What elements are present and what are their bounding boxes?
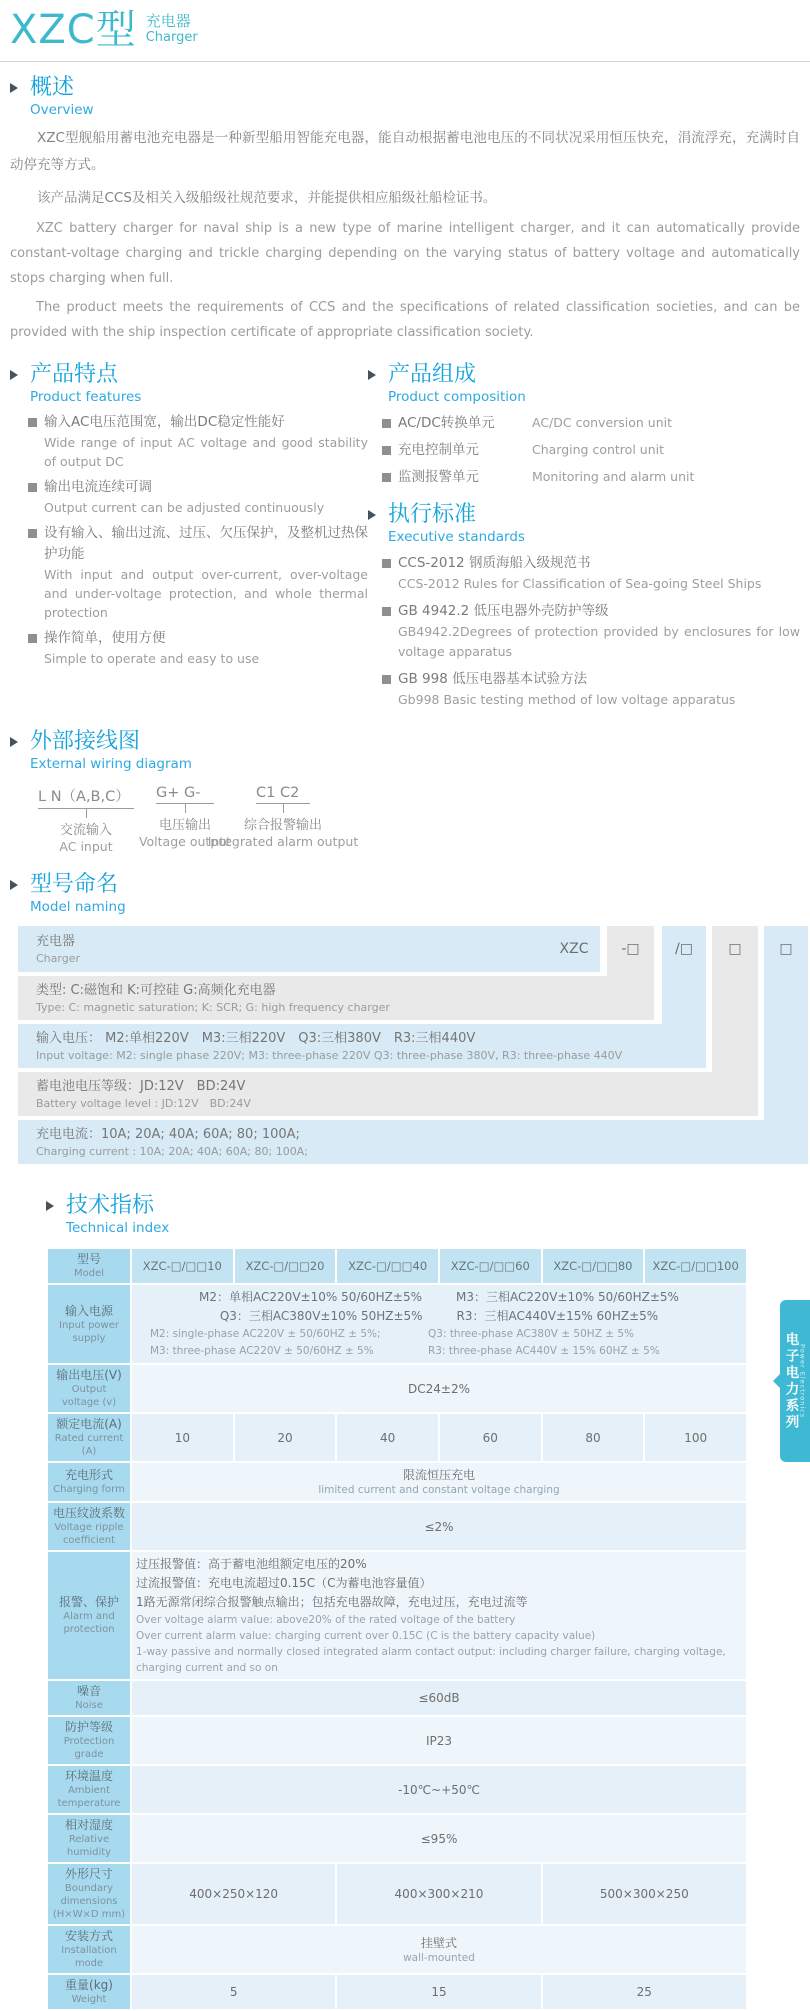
bullet-square-icon [28, 529, 37, 538]
table-row-protection-grade [48, 1717, 746, 1764]
section-overview [10, 74, 810, 345]
section-product-features [10, 361, 368, 710]
noise-value: ≤60dB [132, 1681, 746, 1715]
feature-cn: 设有输入、输出过流、过压、欠压保护，及整机过热保护功能 [44, 525, 368, 562]
table-row-rated-current [48, 1414, 746, 1461]
table-row-weight [48, 1975, 746, 2009]
rated-current-value: 80 [543, 1414, 644, 1461]
feature-cn: 操作简单，使用方便 [44, 630, 166, 646]
terminal-tick [86, 809, 87, 818]
terminal-label-en: Integrated alarm output [207, 834, 359, 849]
standard-cn: CCS-2012 钢质海船入级规范书 [398, 555, 591, 571]
naming-row-cn: 蓄电池电压等级：JD:12V BD:24V [36, 1078, 246, 1094]
rated-current-value: 60 [440, 1414, 541, 1461]
weight-value: 15 [337, 1975, 540, 2009]
table-row-input-power [48, 1285, 746, 1363]
naming-title-cn: 型号命名 [30, 872, 119, 897]
model-column-header: XZC-□/□□80 [543, 1249, 644, 1283]
terminal-group-alarm-output [207, 785, 359, 855]
rated-current-value: 10 [132, 1414, 233, 1461]
overview-title-cn: 概述 [30, 75, 75, 100]
naming-row-cn: 类型: C:磁饱和 K:可控硅 G:高频化充电器 [36, 982, 276, 998]
naming-row-en: Input voltage: M2: single phase 220V; M3: three-phase 220V Q3: three-phase 380V, R3: three-phase 440V [36, 1048, 623, 1062]
composition-item [382, 440, 810, 460]
series-tab-label-en: Power Electronics [798, 1343, 807, 1419]
model-column-header: XZC-□/□□20 [235, 1249, 336, 1283]
header-divider [0, 61, 810, 62]
terminal-label-cn: 交流输入 [59, 823, 112, 838]
product-code-title: XZC型 [10, 7, 137, 53]
model-column-header: XZC-□/□□60 [440, 1249, 541, 1283]
relative-humidity-value: ≤95% [132, 1815, 746, 1862]
standard-item [382, 601, 810, 662]
feature-item [28, 412, 368, 471]
section-executive-standards [368, 501, 810, 710]
section-marker-icon [10, 370, 18, 380]
section-marker-icon [368, 510, 376, 520]
standard-item [382, 553, 810, 594]
model-column-header: XZC-□/□□10 [132, 1249, 233, 1283]
charging-form-value: 限流恒压充电 limited current and constant voltage charging [132, 1463, 746, 1501]
naming-title-en: Model naming [30, 899, 126, 915]
table-row-ambient-temperature [48, 1766, 746, 1813]
terminal-group-ac-input [38, 785, 134, 855]
wiring-title-cn: 外部接线图 [30, 729, 141, 754]
input-power-value: M2：单相AC220V±10% 50/60HZ±5% M3：三相AC220V±10% 50/60HZ±5% Q3：三相AC380V±10% 50HZ±5% R3：三相AC440V±15% 60HZ±5% M2: single-phase AC220V ± 50/60HZ ± 5%; Q3: three-phase AC380V ± 50HZ ± 5% M3: three-phase AC220V ± 50/60HZ ± 5% R3: three-phase AC440V ± 15% 60HZ ± 5% [132, 1285, 746, 1363]
feature-en: With input and output over-current, over-voltage and under-voltage protection, and whole thermal protection [44, 567, 368, 620]
row-label: 报警、保护 Alarm and protection [48, 1552, 130, 1679]
terminal-code: C1 C2 [256, 785, 310, 804]
composition-title-en: Product composition [388, 389, 526, 405]
model-column-header: XZC-□/□□40 [337, 1249, 438, 1283]
naming-row-en: Type: C: magnetic saturation; K: SCR; G: high frequency charger [36, 1000, 390, 1014]
row-label: 环境温度 Ambient temperature [48, 1766, 130, 1813]
naming-code-slot: /□ [675, 941, 693, 957]
model-column-header: XZC-□/□□100 [645, 1249, 746, 1283]
naming-code-slot: □ [728, 941, 742, 957]
weight-value: 25 [543, 1975, 746, 2009]
page-header [0, 0, 810, 56]
features-title-en: Product features [30, 389, 142, 405]
composition-item [382, 467, 810, 487]
row-label: 充电形式 Charging form [48, 1463, 130, 1501]
standard-cn: GB 998 低压电器基本试验方法 [398, 671, 588, 687]
dimensions-value: 400×250×120 [132, 1864, 335, 1924]
rated-current-value: 100 [645, 1414, 746, 1461]
overview-paragraph-en: XZC battery charger for naval ship is a new type of marine intelligent charger, and it can automatically provide constant-voltage charging and trickle charging depending on the varying status of battery voltage and automatically stops charging when full. [10, 221, 800, 286]
table-row-output-voltage [48, 1365, 746, 1412]
composition-en: Monitoring and alarm unit [532, 469, 695, 484]
terminal-label-en: AC input [59, 839, 113, 854]
table-row-noise [48, 1681, 746, 1715]
output-voltage-value: DC24±2% [132, 1365, 746, 1412]
terminal-tick [283, 804, 284, 813]
bullet-square-icon [28, 418, 37, 427]
section-marker-icon [10, 737, 18, 747]
table-row-ripple [48, 1503, 746, 1550]
product-name-en: Charger [145, 30, 198, 45]
terminal-code: G+ G- [156, 785, 214, 804]
naming-row [18, 926, 600, 972]
standards-title-en: Executive standards [388, 529, 525, 545]
terminal-tick [185, 804, 186, 813]
composition-cn: 监测报警单元 [398, 469, 479, 485]
feature-en: Simple to operate and easy to use [44, 651, 260, 666]
section-product-composition [368, 361, 810, 487]
section-wiring-diagram [10, 728, 810, 855]
bullet-square-icon [382, 607, 391, 616]
row-label: 电压纹波系数 Voltage ripple coefficient [48, 1503, 130, 1550]
row-label: 防护等级 Protection grade [48, 1717, 130, 1764]
row-label: 外形尺寸 Boundary dimensions (H×W×D mm) [48, 1864, 130, 1924]
feature-cn: 输出电流连续可调 [44, 479, 152, 495]
series-side-tab [780, 1300, 810, 1462]
naming-row [18, 976, 654, 1020]
section-marker-icon [46, 1201, 54, 1211]
alarm-protection-value: 过压报警值：高于蓄电池组额定电压的20% 过流报警值：充电电流超过0.15C（C为蓄电池容量值） 1路无源常闭综合报警触点输出；包括充电器故障，充电过压，充电过流等 Over voltage alarm value: above20% of the rated voltage of the battery Over current alarm value: charging current over 0.15C (C is the battery capacity value) 1-way passive and normally closed integrated alarm contact output: including charger failure, charging voltage, charging current and so on [132, 1552, 746, 1679]
bullet-square-icon [28, 634, 37, 643]
standard-en: GB4942.2Degrees of protection provided by enclosures for low voltage apparatus [398, 624, 800, 659]
naming-row [18, 1024, 706, 1068]
feature-item [28, 523, 368, 622]
naming-code-slot: □ [779, 941, 793, 957]
series-tab-label-cn: 电子电力系列 [782, 1331, 799, 1431]
row-label: 相对湿度 Relative humidity [48, 1815, 130, 1862]
standard-cn: GB 4942.2 低压电器外壳防护等级 [398, 603, 609, 619]
wiring-title-en: External wiring diagram [30, 756, 192, 772]
feature-en: Wide range of input AC voltage and good stability of output DC [44, 435, 368, 469]
row-label: 安装方式 Installation mode [48, 1926, 130, 1973]
feature-en: Output current can be adjusted continuously [44, 500, 325, 515]
naming-row [18, 1120, 808, 1164]
table-row-installation [48, 1926, 746, 1973]
naming-row [18, 1072, 758, 1116]
table-row-dimensions [48, 1864, 746, 1924]
product-name-cn: 充电器 [145, 12, 191, 30]
naming-row-en: Battery voltage level : JD:12V BD:24V [36, 1096, 251, 1110]
composition-en: AC/DC conversion unit [532, 415, 673, 430]
naming-row-cn: 充电电流：10A; 20A; 40A; 60A; 80; 100A; [36, 1126, 300, 1142]
tech-title-cn: 技术指标 [66, 1193, 155, 1218]
terminal-code: L N（A,B,C） [38, 785, 134, 809]
model-naming-diagram [18, 926, 808, 1164]
feature-item [28, 477, 368, 517]
naming-row-en: Charger [36, 951, 80, 965]
composition-title-cn: 产品组成 [388, 362, 477, 387]
tech-title-en: Technical index [66, 1220, 170, 1236]
row-label: 噪音 Noise [48, 1681, 130, 1715]
row-label: 重量(kg) Weight [48, 1975, 130, 2009]
bullet-square-icon [382, 675, 391, 684]
bullet-square-icon [382, 446, 391, 455]
standards-title-cn: 执行标准 [388, 502, 477, 527]
naming-row-en: Charging current : 10A; 20A; 40A; 60A; 80; 100A; [36, 1144, 308, 1158]
ripple-value: ≤2% [132, 1503, 746, 1550]
section-marker-icon [368, 370, 376, 380]
table-row-charging-form [48, 1463, 746, 1501]
standard-en: Gb998 Basic testing method of low voltage apparatus [398, 692, 736, 707]
section-model-naming [10, 871, 810, 1164]
naming-row-cn: 充电器 [36, 933, 76, 949]
ambient-temperature-value: -10℃~+50℃ [132, 1766, 746, 1813]
installation-value: 挂壁式 wall-mounted [132, 1926, 746, 1973]
overview-paragraph-cn: XZC型舰船用蓄电池充电器是一种新型船用智能充电器，能自动根据蓄电池电压的不同状况采用恒压快充，涓流浮充，充满时自动停充等方式。 [10, 130, 800, 173]
header-model-label: 型号 Model [48, 1249, 130, 1283]
dimensions-value: 400×300×210 [337, 1864, 540, 1924]
standard-item [382, 669, 810, 710]
row-label: 额定电流(A) Rated current (A) [48, 1414, 130, 1461]
table-row-alarm-protection [48, 1552, 746, 1679]
section-marker-icon [10, 880, 18, 890]
bullet-square-icon [382, 559, 391, 568]
terminal-label-cn: 综合报警输出 [244, 818, 323, 833]
rated-current-value: 20 [235, 1414, 336, 1461]
dimensions-value: 500×300×250 [543, 1864, 746, 1924]
table-row-relative-humidity [48, 1815, 746, 1862]
bullet-square-icon [382, 419, 391, 428]
section-technical-index [46, 1192, 810, 2011]
naming-code-slot: -□ [621, 941, 640, 957]
technical-index-table [46, 1247, 748, 2011]
overview-paragraph-en: The product meets the requirements of CCS and the specifications of related classification societies, and can be provided with the ship inspection certificate of appropriate classification society. [10, 300, 800, 340]
row-label: 输出电压(V) Output voltage (v) [48, 1365, 130, 1412]
terminal-label-cn: 电压输出 [158, 818, 211, 833]
bullet-square-icon [28, 483, 37, 492]
composition-cn: AC/DC转换单元 [398, 415, 495, 431]
weight-value: 5 [132, 1975, 335, 2009]
rated-current-value: 40 [337, 1414, 438, 1461]
composition-en: Charging control unit [532, 442, 664, 457]
features-title-cn: 产品特点 [30, 362, 119, 387]
naming-base-code: XZC [559, 941, 589, 957]
feature-item [28, 628, 368, 668]
standard-en: CCS-2012 Rules for Classification of Sea-going Steel Ships [398, 576, 762, 591]
terminal-label-en: Voltage output [138, 834, 232, 849]
table-row-header [48, 1249, 746, 1283]
section-marker-icon [10, 83, 18, 93]
protection-grade-value: IP23 [132, 1717, 746, 1764]
naming-row-cn: 输入电压： M2:单相220V M3:三相220V Q3:三相380V R3:三相440V [36, 1030, 476, 1046]
composition-item [382, 413, 810, 433]
feature-cn: 输入AC电压范围宽，输出DC稳定性能好 [44, 414, 285, 430]
row-label: 输入电源 Input power supply [48, 1285, 130, 1363]
composition-cn: 充电控制单元 [398, 442, 479, 458]
overview-paragraph-cn: 该产品满足CCS及相关入级船级社规范要求，并能提供相应船级社船检证书。 [37, 190, 497, 206]
overview-title-en: Overview [30, 102, 94, 118]
bullet-square-icon [382, 473, 391, 482]
terminal-group-voltage-output [138, 785, 232, 855]
